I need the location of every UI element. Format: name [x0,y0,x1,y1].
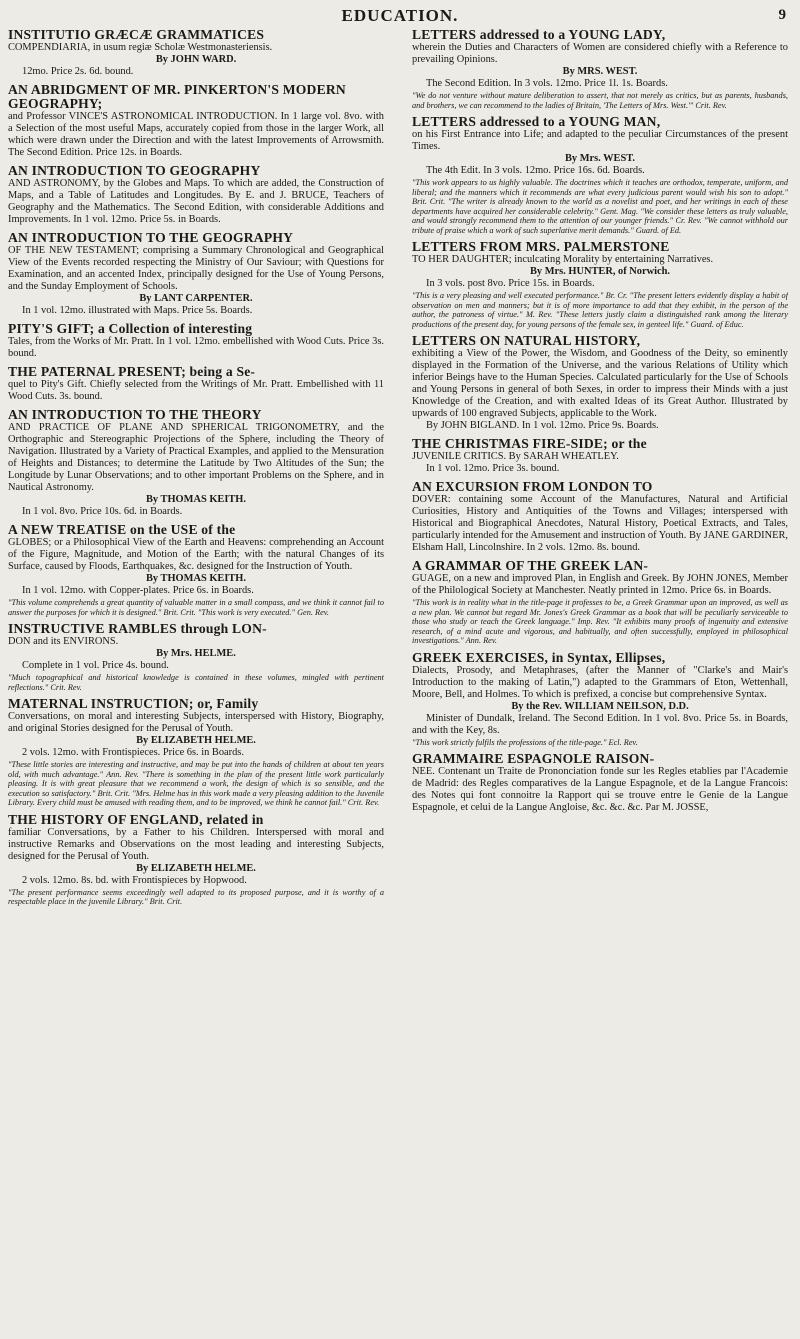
entry-title: A GRAMMAR OF THE GREEK LAN- [412,558,649,573]
entry-review-quote: "We do not venture without mature deliberation to assert, that not merely as critics, but as parents, husbands, and brothers, we can recommend to the ladies of Britain, 'The Letters of Mrs. West.'" Crit. Rev. [412,91,788,110]
catalogue-entry [412,752,788,814]
entry-description: Tales, from the Works of Mr. Pratt. In 1 vol. 12mo. embellished with Wood Cuts. Price 3s. bound. [8,336,384,359]
page-number: 9 [778,7,786,23]
entry-author: By the Rev. WILLIAM NEILSON, D.D. [511,700,689,712]
entry-description: GLOBES; or a Philosophical View of the Earth and Heavens: comprehending an Account of the Figure, Magnitude, and Motion of the Earth; with the natural Changes of its Surface, caused by Floods, Earthquakes, &c. designed for the Instruction of Youth. [8,537,384,572]
catalogue-entry [8,28,384,78]
entry-title: LETTERS addressed to a YOUNG MAN, [412,114,661,129]
entry-author: By Mrs. HUNTER, of Norwich. [530,266,670,277]
entry-title: MATERNAL INSTRUCTION; or, Family [8,696,259,711]
entry-publication-details: Complete in 1 vol. Price 4s. bound. [22,660,169,671]
entry-publication-details: In 1 vol. 12mo. illustrated with Maps. Price 5s. Boards. [22,305,253,316]
entry-description: AND PRACTICE OF PLANE AND SPHERICAL TRIGONOMETRY, and the Orthographic and Stereographic Projections of the Sphere, including the Theory of Navigation. Illustrated by a Variety of Practical Examples, and applied to the Mensuration of Heights and Distances; to determine the Latitude by Two Altitudes of the Sun; the Longitude by Lunar Observations; and to other important Problems on the Sphere, and in Nautical Astronomy. [8,422,384,493]
catalogue-entry [412,651,788,748]
entry-review-quote: "This volume comprehends a great quantity of valuable matter in a small compass, and we think it cannot fail to answer the purposes for which it is designed." Brit. Crit. "This work is very executed." Gen. Rev. [8,598,384,617]
entry-description: DON and its ENVIRONS. [8,636,119,647]
entry-review-quote: "This work appears to us highly valuable. The doctrines which it teaches are orthodox, temperate, uniform, and liberal; and the manners which it recommends are what every judicious parent would wish his son to adopt." Brit. Crit. "The writer is already known to the world as a novelist and poet, and her writings in each of these departments have acquired her considerable celebrity." Gent. Mag. "We consider these letters as truly valuable, and would strongly recommend them to the attention of our younger friends." Cr. Rev. "We cannot withhold our tribute of praise which a work of such superlative merit demands." Guard. of Ed. [412,178,788,235]
entry-title: AN INTRODUCTION TO THE GEOGRAPHY [8,230,294,245]
entry-title: AN INTRODUCTION TO THE THEORY [8,407,262,422]
running-head: EDUCATION. [341,6,459,25]
entry-description: Conversations, on moral and interesting Subjects, interspersed with History, Biography, and original Stories designed for the Perusal of Youth. [8,711,384,734]
catalogue-entry [8,813,384,907]
entry-title: PITY'S GIFT; a Collection of interesting [8,321,253,336]
entry-author: By MRS. WEST. [562,66,638,77]
catalogue-entry [8,622,384,692]
entry-author: By JOHN WARD. [155,54,237,65]
left-column [8,28,384,1334]
catalogue-entry [8,365,384,403]
entry-author: By LANT CARPENTER. [139,293,253,304]
entry-description: TO HER DAUGHTER; inculcating Morality by entertaining Narratives. [412,254,714,265]
entry-description: and Professor VINCE'S ASTRONOMICAL INTRODUCTION. In 1 large vol. 8vo. with a Selection of the most useful Maps, accurately copied from those in the larger Work, all which were drawn under the Direction and with the latest Improvements of Arrowsmith. The Second Edition. Price 12s. in Boards. [8,111,384,158]
entry-description: GUAGE, on a new and improved Plan, in English and Greek. By JOHN JONES, Member of the Philological Society at Manchester. Neatly printed in 12mo. Price 6s. in Boards. [412,573,788,596]
entry-review-quote: "The present performance seems exceedingly well adapted to its proposed purpose, and it is worthy of a respectable place in the juvenile Library." Brit. Crit. [8,887,384,906]
entry-description: Dialects, Prosody, and Metaphrases, (after the Manner of "Clarke's and Mair's Introduction to the making of Latin,") adapted to the Grammars of Eton, Wettenhall, Moore, Bell, and Holmes. To which is prefixed, a concise but comprehensive Syntax. [412,664,788,700]
entry-review-quote: "These little stories are interesting and instructive, and may be put into the hands of children at about ten years old, with much advantage." Ann. Rev. "There is something in the plan of the present little work particularly pleasing. It is with great pleasure that we recommend a work, the design of which is so sensible, and the execution so satisfactory." Brit. Crit. "Mrs. Helme has in this work made a very pleasing addition to the Juvenile Library. Every child must be amused with reading them, and to be improved, we think he cannot fail." Crit. Rev. [8,760,384,807]
entry-title: LETTERS addressed to a YOUNG LADY, [412,28,666,42]
catalogue-entry [8,322,384,360]
entry-author: By ELIZABETH HELME. [136,735,256,746]
entry-review-quote: "Much topographical and historical knowledge is contained in these volumes, mingled with pertinent reflections." Crit. Rev. [8,673,384,692]
entry-title: GREEK EXERCISES, in Syntax, Ellipses, [412,649,666,665]
entry-description: COMPENDIARIA, in usum regiæ Scholæ Westmonasteriensis. [8,42,273,53]
entry-title: LETTERS FROM MRS. PALMERSTONE [412,239,670,254]
entry-publication-details: 12mo. Price 2s. 6d. bound. [22,66,134,77]
entry-description: familiar Conversations, by a Father to his Children. Interspersed with moral and instructive Remarks and Observations on the most leading and interesting Subjects, designed for the Perusal of Youth. [8,826,384,862]
entry-description: JUVENILE CRITICS. By SARAH WHEATLEY. [412,451,619,462]
catalogue-entry [8,408,384,518]
entry-description: exhibiting a View of the Power, the Wisdom, and Goodness of the Deity, so eminently displayed in the Formation of the Universe, and the various Relations of Utility which inferior Beings have to the Human Species. Calculated particularly for the Use of Schools and Young Persons in general of both Sexes, in order to impress their Minds with a just Knowledge of the Creation, and with exalted Ideas of its Great Author. Illustrated by upwards of 100 engraved Subjects, applicable to the Work. [412,348,788,419]
entry-title: INSTITUTIO GRÆCÆ GRAMMATICES [8,28,265,42]
entry-publication-details: The 4th Edit. In 3 vols. 12mo. Price 16s. 6d. Boards. [426,165,645,176]
entry-description: NEE. Contenant un Traite de Prononciation fonde sur les Regles etablies par l'Academie de Madrid: des Regles comparatives de la Langue Espagnole, et de la Langue Francois: des Notes qui font connoitre la Rapport qui se trouve entre le Genie de la Langue Espagnole, et celui de la Langue Angloise, &c. &c. &c. Par M. JOSSE, [412,766,788,813]
entry-review-quote: "This work strictly fulfils the professions of the title-page." Ecl. Rev. [412,737,638,747]
entry-description: quel to Pity's Gift. Chiefly selected from the Writings of Mr. Pratt. Embellished with 11 Wood Cuts. 3s. bound. [8,379,384,402]
catalogue-entry [8,523,384,617]
catalogue-entry [412,480,788,554]
catalogue-entry [412,334,788,432]
entry-publication-details: In 1 vol. 12mo. Price 3s. bound. [426,463,560,474]
entry-title: LETTERS ON NATURAL HISTORY, [412,333,641,348]
entry-review-quote: "This work is in reality what in the title-page it professes to be, a Greek Grammar upon an improved, as well as a new plan. We cannot but regard Mr. Jones's Greek Grammar as a book that will be peculiarly serviceable to those who study or teach the Greek language." Imp. Rev. "It exhibits many proofs of ingenuity and extensive research, of a mind acute and vigorous, and habitually, and often successfully, employed in philosophical investigations." Ann. Rev. [412,598,788,645]
entry-publication-details: 2 vols. 12mo. with Frontispieces. Price 6s. in Boards. [22,747,244,758]
entry-title: AN ABRIDGMENT OF MR. PINKERTON'S MODERN GEOGRAPHY; [8,82,346,111]
entry-publication-details: By JOHN BIGLAND. In 1 vol. 12mo. Price 9s. Boards. [426,420,659,431]
entry-publication-details: 2 vols. 12mo. 8s. bd. with Frontispieces by Hopwood. [22,874,247,886]
entry-author: By Mrs. HELME. [156,648,236,659]
catalogue-entry [412,28,788,110]
entry-title: AN INTRODUCTION TO GEOGRAPHY [8,163,261,178]
entry-description: wherein the Duties and Characters of Women are considered chiefly with a Reference to prevailing Opinions. [412,42,788,65]
catalogue-entry [412,559,788,646]
entry-title: AN EXCURSION FROM LONDON TO [412,479,653,494]
catalogue-entry [8,164,384,226]
entry-title: A NEW TREATISE on the USE of the [8,522,236,537]
entry-publication-details: The Second Edition. In 3 vols. 12mo. Price 1l. 1s. Boards. [426,78,668,89]
entry-author: By ELIZABETH HELME. [136,862,256,874]
catalogue-entry [8,231,384,317]
entry-author: By Mrs. WEST. [564,153,636,164]
entry-description: AND ASTRONOMY, by the Globes and Maps. To which are added, the Construction of Maps, and a Table of Latitudes and Longitudes. By E. and J. BRUCE, Teachers of Geography and the Mathematics. The Second Edition, with considerable Additions and Improvements. In 1 vol. 12mo. Price 5s. in Boards. [8,178,384,225]
entry-title: THE CHRISTMAS FIRE-SIDE; or the [412,436,647,451]
catalogue-entry [412,115,788,235]
catalogue-entry [8,83,384,159]
entry-title: INSTRUCTIVE RAMBLES through LON- [8,621,267,636]
entry-description: OF THE NEW TESTAMENT; comprising a Summary Chronological and Geographical View of the Events recorded respecting the Ministry of Our Saviour; with Questions for Examination, and an accented Index, principally designed for the Use of Young Persons, and the Sunday Employment of Schools. [8,245,384,292]
entry-publication-details: In 1 vol. 12mo. with Copper-plates. Price 6s. in Boards. [22,585,254,596]
entry-author: By THOMAS KEITH. [146,573,246,584]
entry-title: THE HISTORY OF ENGLAND, related in [8,811,264,827]
entry-publication-details: In 1 vol. 8vo. Price 10s. 6d. in Boards. [22,506,183,517]
entry-description: on his First Entrance into Life; and adapted to the peculiar Circumstances of the present Times. [412,129,788,152]
right-column [412,28,788,1334]
entry-title: GRAMMAIRE ESPAGNOLE RAISON- [412,751,655,766]
catalogue-entry [8,697,384,808]
entry-description: DOVER: containing some Account of the Manufactures, Natural and Artificial Curiosities, History and Antiquities of the Towns and Villages; interspersed with Historical and Biographical Anecdotes, Natural History, Poetical Extracts, and Tales, particularly intended for the Amusement and instruction of Youth. By JANE GARDINER, Elsham Hall, Lincolnshire. In 2 vols. 12mo. 8s. bound. [412,494,788,553]
entry-publication-details: In 3 vols. post 8vo. Price 15s. in Boards. [426,278,595,289]
entry-title: THE PATERNAL PRESENT; being a Se- [8,364,256,379]
entry-review-quote: "This is a very pleasing and well executed performance." Br. Cr. "The present letters evidently display a habit of observation on men and manners; but it is of more importance to add that they exhibit, in the person of the author, the patroness of virtue." M. Rev. "These letters justly claim a distinguished rank among the literary productions of the present day, for young persons of the female sex, in genteel life." Guard. of Educ. [412,291,788,329]
entry-publication-details: Minister of Dundalk, Ireland. The Second Edition. In 1 vol. 8vo. Price 5s. in Boards, and with the Key, 8s. [412,712,788,736]
catalogue-entry [412,240,788,329]
catalogue-entry [412,437,788,475]
entry-author: By THOMAS KEITH. [146,494,246,505]
